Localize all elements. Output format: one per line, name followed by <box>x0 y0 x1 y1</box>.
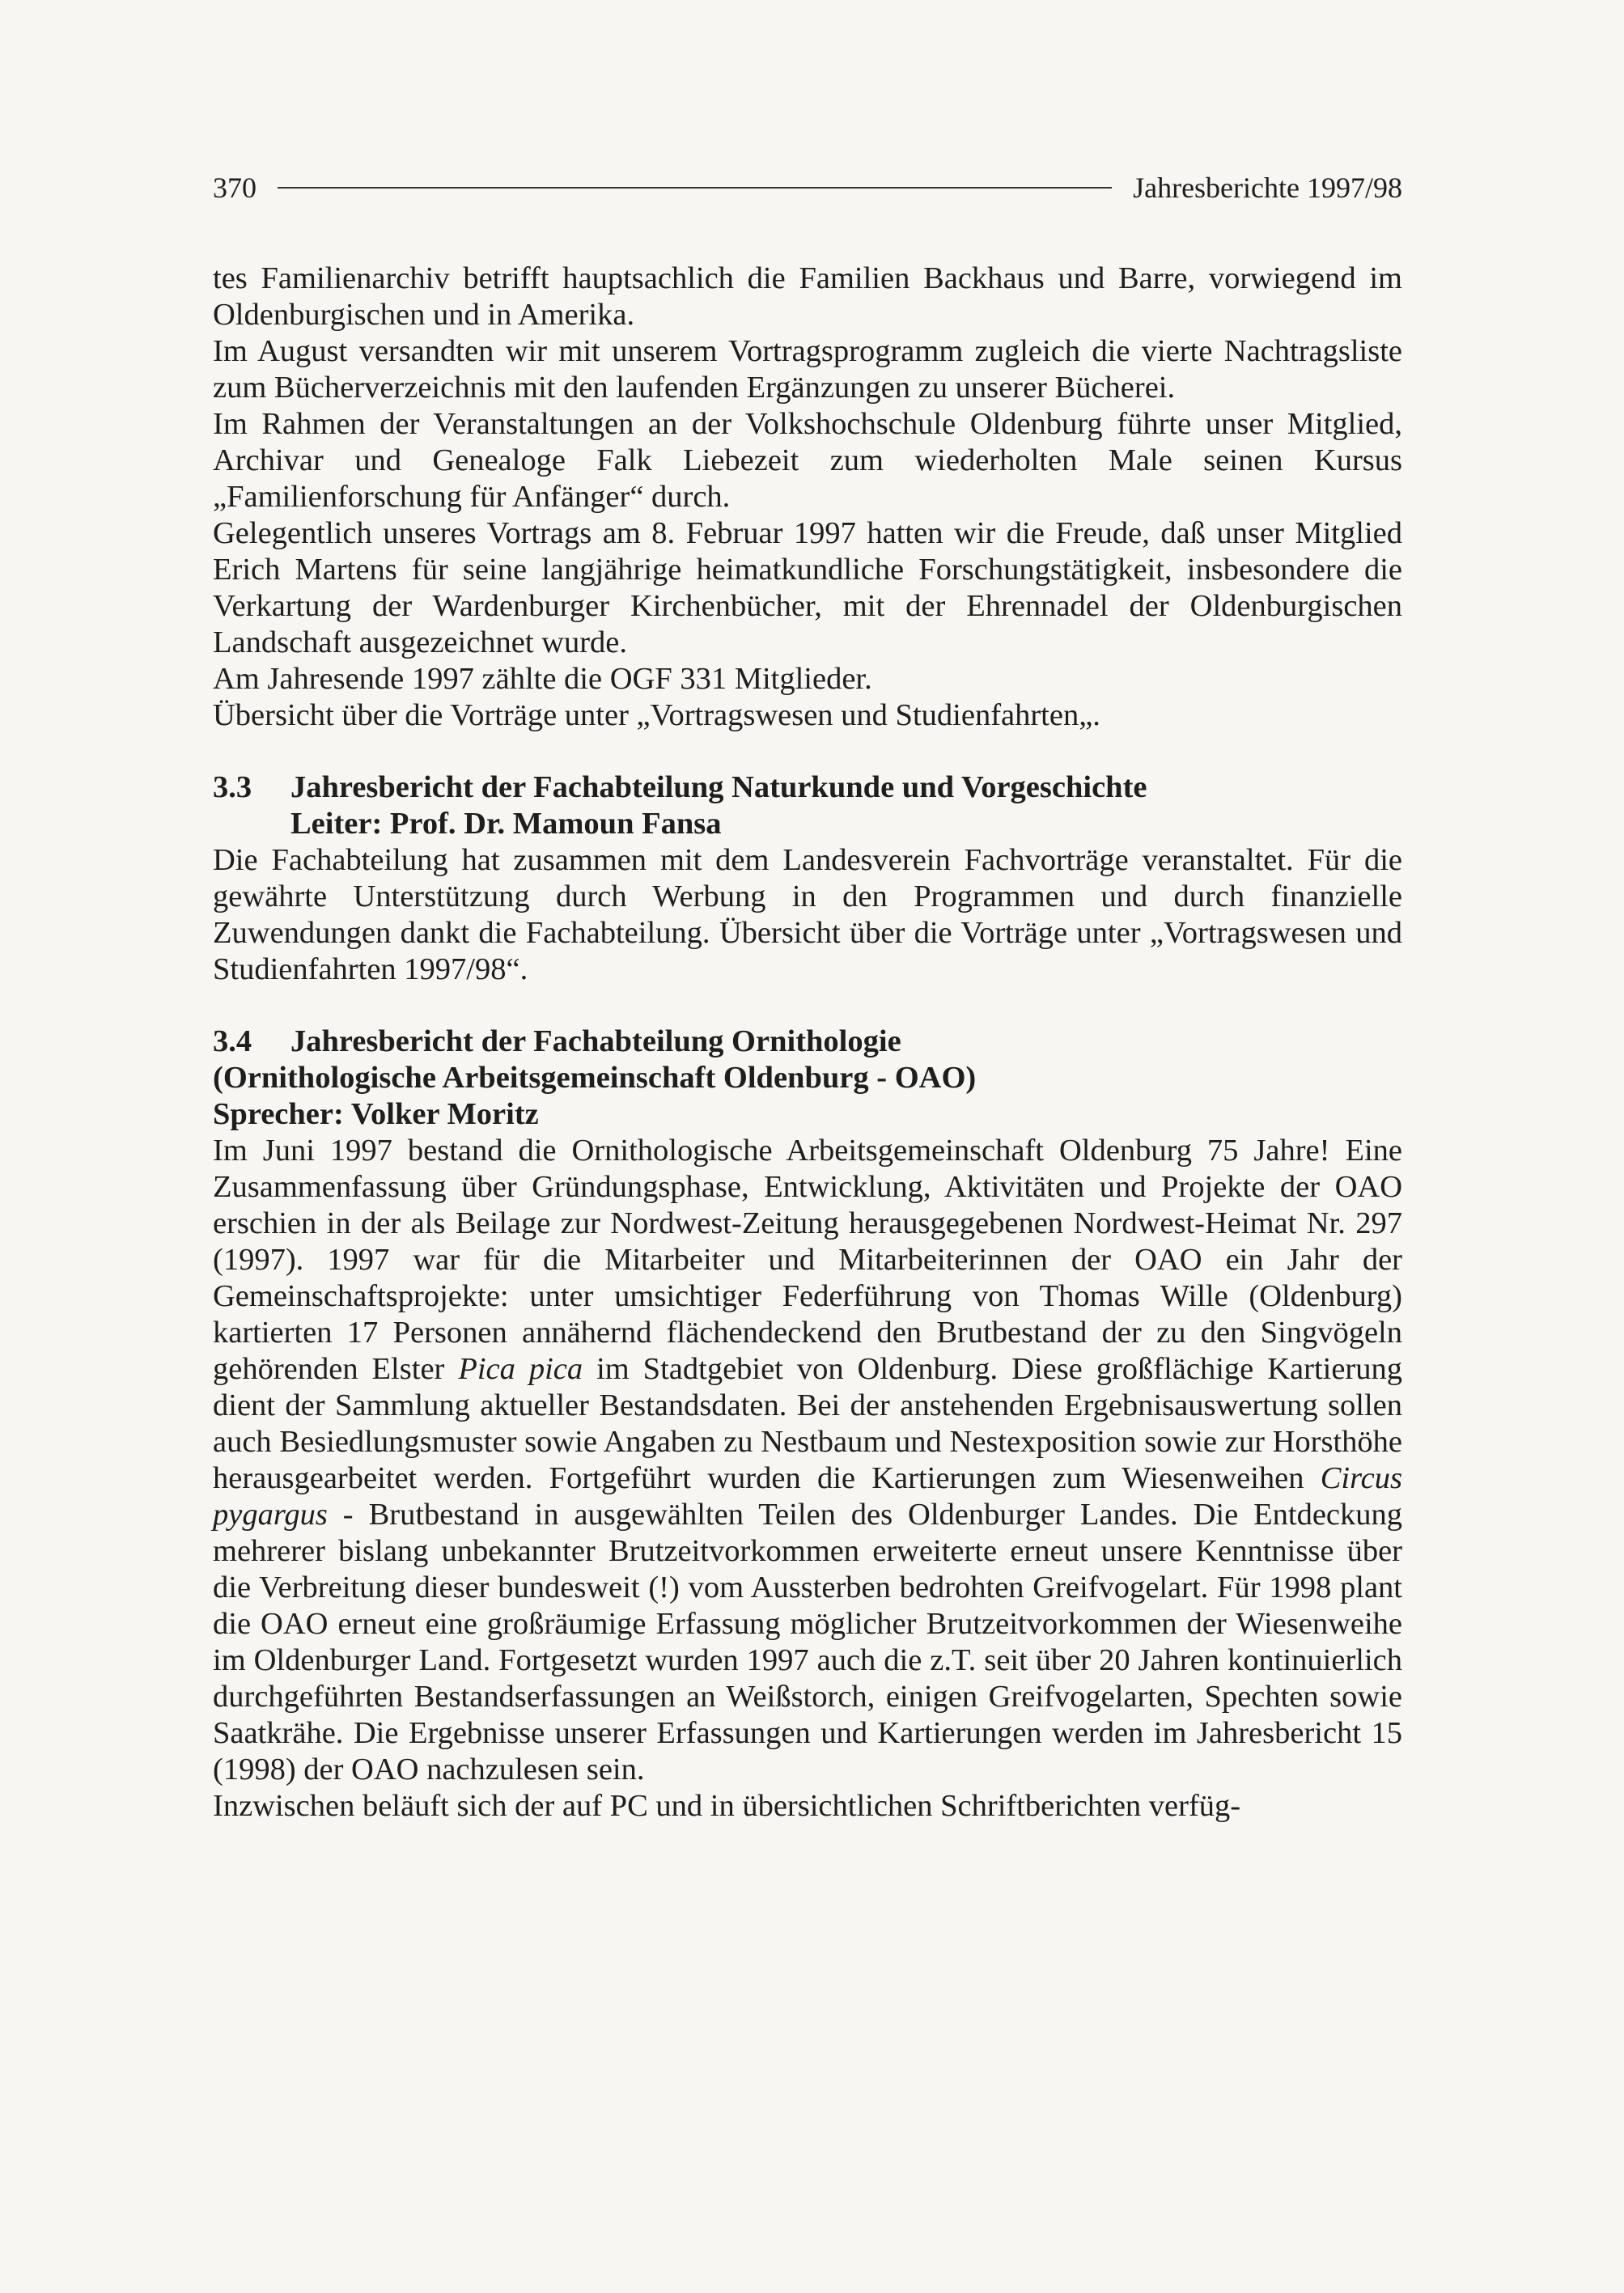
page-content <box>213 261 1402 1825</box>
paragraph: tes Familienarchiv betrifft hauptsachlich die Familien Backhaus und Barre, vorwiegend im Oldenburgischen und in Amerika. <box>213 261 1402 332</box>
section-leader: Leiter: Prof. Dr. Mamoun Fansa <box>290 807 722 841</box>
paragraph: Am Jahresende 1997 zählte die OGF 331 Mitglieder. <box>213 662 872 696</box>
section-number: 3.3 <box>213 770 252 804</box>
body-text: - Brutbestand in ausgewählten Teilen des Oldenburger Landes. Die Entdeckung mehrerer bislang unbekannter Brutzeitvorkommen erweiterte erneut unsere Kenntnisse über die Verbreitung dieser bundesweit (!) vom Aussterben bedrohten Greifvogelart. Für 1998 plant die OAO erneut eine großräumige Erfassung möglicher Brutzeitvorkommen der Wiesenweihe im Oldenburger Land. Fortgesetzt wurden 1997 auch die z.T. seit über 20 Jahren kontinuierlich durchgeführten Bestandserfassungen an Weißstorch, einigen Greifvogelarten, Spechten sowie Saatkrähe. Die Ergebnisse unserer Erfassungen und Kartierungen werden im Jahresbericht 15 (1998) der OAO nachzulesen sein. <box>213 1498 1402 1787</box>
section-leader-line <box>213 806 1402 842</box>
species-name: Circus pygargus <box>213 1461 1402 1532</box>
section-heading <box>213 1024 1402 1060</box>
section-speaker: Sprecher: Volker Moritz <box>213 1097 539 1131</box>
paragraph: Im Rahmen der Veranstaltungen an der Volkshochschule Oldenburg führte unser Mitglied, Archivar und Genealoge Falk Liebezeit zum wiederholten Male seinen Kursus „Familienforschung für Anfänger“ durch. <box>213 407 1402 514</box>
section-heading <box>213 769 1402 806</box>
paragraph: Gelegentlich unseres Vortrags am 8. Februar 1997 hatten wir die Freude, daß unser Mitglied Erich Martens für seine langjährige heimatkundliche Forschungstätigkeit, insbesondere die Verkartung der Wardenburger Kirchenbücher, mit der Ehrennadel der Oldenburgischen Landschaft ausgezeichnet wurde. <box>213 516 1402 659</box>
running-title: Jahresberichte 1997/98 <box>1133 172 1402 204</box>
page-number: 370 <box>213 172 257 204</box>
paragraph: Inzwischen beläuft sich der auf PC und in übersichtlichen Schriftberichten verfüg- <box>213 1789 1241 1823</box>
paragraph: Im August versandten wir mit unserem Vortragsprogramm zugleich die vierte Nachtragsliste zum Bücherverzeichnis mit den laufenden Ergänzungen zu unserer Bücherei. <box>213 334 1402 405</box>
body-text: Im Juni 1997 bestand die Ornithologische Arbeitsgemeinschaft Oldenburg 75 Jahre! Eine Zusammenfassung über Gründungsphase, Entwicklung, Aktivitäten und Projekte der OAO erschien in der als Beilage zur Nordwest-Zeitung herausgegebenen Nordwest-Heimat Nr. 297 (1997). 1997 war für die Mitarbeiter und Mitarbeiterinnen der OAO ein Jahr der Gemeinschaftsprojekte: unter umsichtiger Federführung von Thomas Wille (Oldenburg) kartierten 17 Personen annähernd flächendeckend den Brutbestand der zu den Singvögeln gehörenden Elster <box>213 1134 1402 1386</box>
running-header <box>213 168 1402 207</box>
section-title: Jahresbericht der Fachabteilung Ornithologie <box>290 1024 901 1058</box>
section-number: 3.4 <box>213 1024 252 1058</box>
section-subtitle: (Ornithologische Arbeitsgemeinschaft Oldenburg - OAO) <box>213 1061 977 1095</box>
header-rule <box>278 187 1112 189</box>
paragraph: Übersicht über die Vorträge unter „Vortragswesen und Studienfahrten„. <box>213 698 1100 732</box>
section-body: Die Fachabteilung hat zusammen mit dem Landesverein Fachvorträge veranstaltet. Für die gewährte Unterstützung durch Werbung in den Programmen und durch finanzielle Zuwendungen dankt die Fachabteilung. Übersicht über die Vorträge unter „Vortragswesen und Studienfahrten 1997/98“. <box>213 843 1402 986</box>
section-3-4 <box>213 1024 1402 1825</box>
section-title: Jahresbericht der Fachabteilung Naturkunde und Vorgeschichte <box>290 770 1147 804</box>
species-name: Pica pica <box>458 1352 583 1386</box>
section-3-3 <box>213 769 1402 988</box>
section-body <box>213 1133 1402 1788</box>
body-text: im Stadtgebiet von Oldenburg. Diese großflächige Kartierung dient der Sammlung aktueller Bestandsdaten. Bei der anstehenden Ergebnisauswertung sollen auch Besiedlungsmuster sowie Angaben zu Nestbaum und Nestexposition sowie zur Horsthöhe herausgearbeitet werden. Fortgeführt wurden die Kartierungen zum Wiesenweihen <box>213 1352 1402 1495</box>
